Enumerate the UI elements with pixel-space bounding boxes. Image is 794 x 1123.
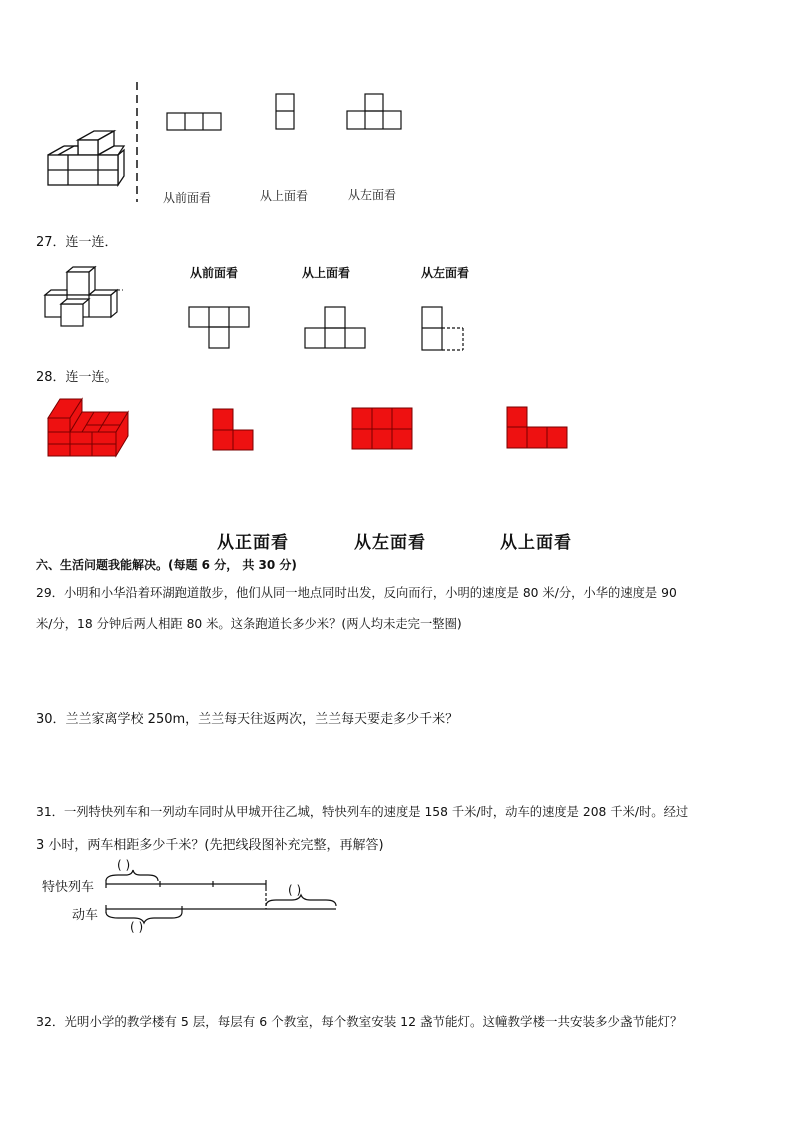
q31-line1: 31．一列特快列车和一列动车同时从甲城开往乙城，特快列车的速度是 158 千米/时，动车的速度是 208 千米/时。经过 [36,805,689,819]
q26-label-top: 从上面看 [260,189,309,203]
q27-front-view-shape [188,306,250,349]
q32-line1: 32．光明小学的教学楼有 5 层，每层有 6 个教室，每个教室安装 12 盏节能灯。这幢教学楼一共安装多少盏节能灯？ [36,1014,683,1029]
q28-red-cube-figure [46,398,128,458]
q28-label-top: 从上面看 [500,533,572,553]
section6-title: 六、生活问题我能解决。(每题 6 分， 共 30 分) [36,558,297,572]
q31-label-bullet: 动车 [72,908,99,923]
q26-top-view-shape [275,93,295,130]
q27-left-view-shape [421,306,465,351]
q26-front-view-shape [166,112,222,130]
q31-segment-lines [100,868,342,918]
q26-dashed-divider [135,82,139,202]
q28-view-shape-b [351,407,415,451]
q28-label-left: 从左面看 [354,533,426,553]
q27-title: 27．连一连． [36,235,118,250]
q28-title: 28．连一连。 [36,370,118,385]
q29-line2: 米/分，18 分钟后两人相距 80 米。这条跑道长多少米？(两人均未走完一整圈) [36,617,462,631]
q27-top-view-shape [304,306,366,349]
q26-left-view-shape [346,93,402,130]
q27-label-top: 从上面看 [302,266,351,280]
q31-blank-bottom: ( ) [130,920,144,934]
q26-label-left: 从左面看 [348,188,397,202]
q29-line1: 29．小明和小华沿着环湖跑道散步，他们从同一地点同时出发，反向而行，小明的速度是 80 米/分，小华的速度是 90 [36,586,677,600]
q26-cube-stack-figure [44,128,126,190]
q27-label-left: 从左面看 [421,266,470,280]
q28-view-shape-c [506,406,570,450]
q31-blank-right: ( ) [288,883,302,897]
q31-blank-top: ( ) [117,858,131,872]
q27-label-front: 从前面看 [190,266,239,280]
q28-label-front: 从正面看 [217,533,289,553]
q31-label-express: 特快列车 [42,880,95,895]
q30-line1: 30．兰兰家离学校 250m，兰兰每天往返两次，兰兰每天要走多少千米？ [36,712,459,727]
q31-line2: 3 小时，两车相距多少千米？(先把线段图补充完整，再解答) [36,838,384,853]
q26-label-front: 从前面看 [163,191,212,205]
q28-view-shape-a [212,408,256,452]
q27-cube-figure [43,264,125,329]
